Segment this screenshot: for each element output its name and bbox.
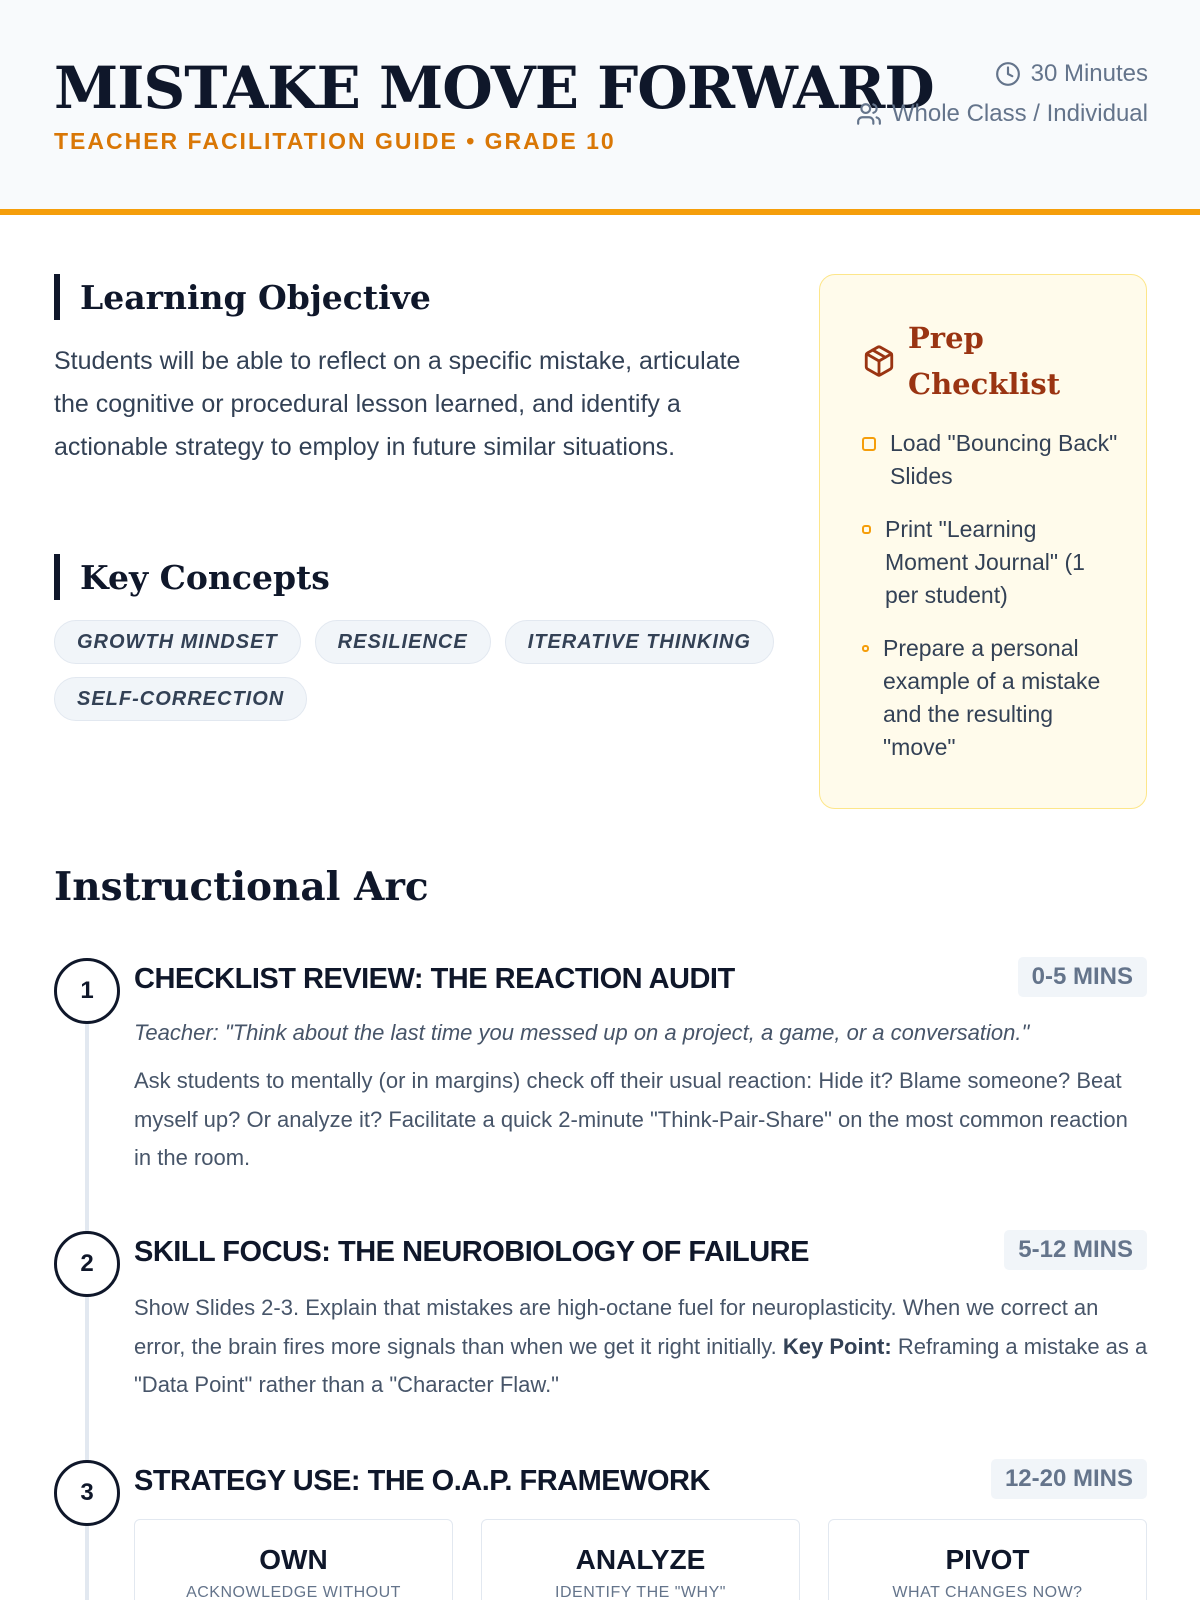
lesson-meta bbox=[856, 54, 1148, 134]
grouping-row bbox=[856, 94, 1148, 134]
prep-item-text: Prepare a personal example of a mistake and the resulting "move" bbox=[883, 635, 1101, 760]
page-subtitle: TEACHER FACILITATION GUIDE • GRADE 10 bbox=[54, 128, 616, 154]
oap-card-name: PIVOT bbox=[945, 1544, 1030, 1575]
step-title: SKILL FOCUS: THE NEUROBIOLOGY OF FAILURE bbox=[134, 1236, 809, 1268]
step-quote: Teacher: "Think about the last time you messed up on a project, a game, or a conversation." bbox=[134, 1020, 1030, 1045]
key-point-label: Key Point: bbox=[782, 1333, 892, 1359]
objective-text: Students will be able to reflect on a specific mistake, articulate the cognitive or procedural lesson learned, and identify a actionable strategy to employ in future similar situations. bbox=[54, 347, 741, 461]
grouping-text: Whole Class / Individual bbox=[891, 100, 1148, 127]
step-title: CHECKLIST REVIEW: THE REACTION AUDIT bbox=[134, 963, 735, 995]
concept-tag-growth-mindset: GROWTH MINDSET bbox=[54, 620, 301, 664]
concept-tag-iterative-thinking: ITERATIVE THINKING bbox=[505, 620, 774, 664]
step-number: 1 bbox=[54, 958, 120, 1024]
objective-heading-text: Learning Objective bbox=[80, 277, 431, 317]
prep-checklist-list bbox=[862, 427, 1122, 784]
key-point-text: Reframing a mistake as a "Data Point" rather than a "Character Flaw." bbox=[134, 1333, 1148, 1397]
clock-icon bbox=[995, 61, 1021, 87]
oap-card-name: ANALYZE bbox=[575, 1544, 706, 1575]
prep-checklist-item bbox=[862, 632, 1122, 764]
checkbox-icon[interactable] bbox=[862, 437, 876, 451]
oap-card-pivot bbox=[828, 1519, 1147, 1600]
step-number: 3 bbox=[54, 1460, 120, 1526]
page-header bbox=[0, 0, 1200, 215]
step-body bbox=[134, 1289, 1150, 1405]
instructional-arc-title: Instructional Arc bbox=[54, 864, 429, 910]
prep-item-text: Print "Learning Moment Journal" (1 per student) bbox=[885, 516, 1085, 608]
step-body-text: Show Slides 2-3. Explain that mistakes are high-octane fuel for neuroplasticity. When we correct an error, the brain fires more signals than when we get it right initially. bbox=[134, 1295, 1099, 1359]
oap-card-analyze bbox=[481, 1519, 800, 1600]
oap-card-subtitle: IDENTIFY THE "WHY" bbox=[555, 1584, 726, 1600]
prep-item-text: Load "Bouncing Back" Slides bbox=[890, 430, 1118, 489]
oap-card-subtitle: ACKNOWLEDGE WITHOUT bbox=[186, 1584, 401, 1600]
step-number: 2 bbox=[54, 1231, 120, 1297]
oap-card-name: OWN bbox=[259, 1544, 328, 1575]
objective-heading bbox=[54, 274, 431, 320]
prep-checklist-item bbox=[862, 513, 1122, 612]
heading-accent-bar bbox=[54, 554, 60, 600]
users-icon bbox=[856, 101, 882, 127]
concepts-heading bbox=[54, 554, 330, 600]
page-title: MISTAKE MOVE FORWARD bbox=[54, 54, 934, 122]
prep-checklist-header bbox=[862, 315, 1061, 407]
step-time-badge: 0-5 MINS bbox=[1018, 957, 1147, 997]
oap-card-own bbox=[134, 1519, 453, 1600]
step-time-badge: 12-20 MINS bbox=[991, 1459, 1147, 1499]
box-icon bbox=[862, 344, 896, 378]
prep-checklist-item bbox=[862, 427, 1122, 493]
step-time-badge: 5-12 MINS bbox=[1004, 1230, 1147, 1270]
duration-row bbox=[856, 54, 1148, 94]
oap-card-subtitle: WHAT CHANGES NOW? bbox=[892, 1584, 1083, 1600]
prep-checklist-card bbox=[819, 274, 1147, 809]
checkbox-icon[interactable] bbox=[862, 645, 869, 652]
heading-accent-bar bbox=[54, 274, 60, 320]
concepts-heading-text: Key Concepts bbox=[80, 557, 330, 597]
duration-text: 30 Minutes bbox=[1030, 60, 1148, 87]
prep-checklist-title: Prep Checklist bbox=[908, 321, 1061, 401]
concept-tags bbox=[54, 620, 794, 734]
step-body: Ask students to mentally (or in margins) check off their usual reaction: Hide it? Blame someone? Beat myself up? Or analyze it? Facilitate a quick 2-minute "Think-Pair-Share" on the most common reaction in the room. bbox=[134, 1068, 1128, 1170]
concept-tag-resilience: RESILIENCE bbox=[315, 620, 491, 664]
concept-tag-self-correction: SELF-CORRECTION bbox=[54, 677, 307, 721]
checkbox-icon[interactable] bbox=[862, 525, 871, 534]
step-title: STRATEGY USE: THE O.A.P. FRAMEWORK bbox=[134, 1465, 710, 1497]
